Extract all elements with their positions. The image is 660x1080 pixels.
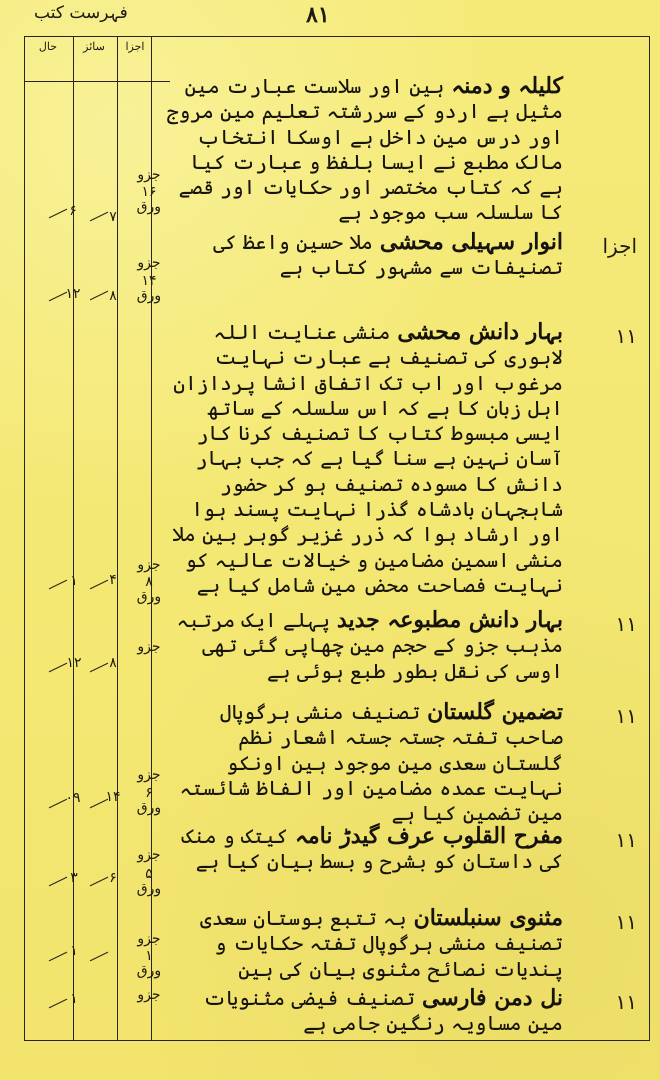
catalog-entry [163,824,563,875]
entry-condition: ۳ [70,870,78,886]
entry-parts-label: جزو [137,987,161,1003]
entry-parts: ۵ ورق [136,866,162,897]
entry-body: بہ تتبع بوستان سعدی تصنیف منشی ہرگوپال تفتہ حکایات و پندیات نصائح مثنوی بیان کی ہین [199,906,563,981]
row-marker: ۱۱ [615,612,637,636]
entry-size: ۷ [109,209,117,225]
entry-parts-label: جزو [137,255,161,271]
entry-body: پہلے ایک مرتبہ مذہب جزو کے حجم مین چھاپی گئی تھی اوسی کی نقل بطور طبع ہوئی ہے [176,608,563,683]
entry-title: مثنوی سنبلستان [413,905,563,931]
catalog-entry [163,230,563,281]
entry-parts: ۱ ورق [136,948,162,979]
catalog-entry [163,74,563,226]
entry-parts-label: جزو [137,557,161,573]
entry-size: ۴ [109,572,117,588]
entry-parts: ۱۴ ورق [136,273,162,304]
entry-title: کلیلہ و دمنہ [451,73,563,99]
entry-parts-label: جزو [137,767,161,783]
entry-condition: ۶ [69,203,77,219]
row-marker: ۱۱ [615,828,637,852]
entry-title: نل دمن فارسی [421,985,563,1011]
entry-body: تصنیف فیضی مثنویات مین مساویہ رنگین جامی ہے [203,986,563,1036]
entry-condition: ۱۲ [65,286,81,302]
entry-title: بہار دانش محشی [397,319,563,345]
entry-body: تصنیف منشی ہرگوپال صاحب تفتہ جستہ جستہ اشعار نظم گلستان سعدی مین موجود ہین اونکو نہایت عمدہ مضامین اور الفاظ شائستہ مین تضمین کیا ہے [179,700,563,826]
row-marker: ۱۱ [615,704,637,728]
ledger-header-row [25,37,170,81]
row-marker: ۱۱ [615,324,637,348]
entry-condition: ۱ [70,943,78,959]
catalog-entry [163,320,563,598]
entry-parts: جزو [137,639,161,655]
entry-condition: ۰۹ [65,790,81,806]
row-marker: ۱۱ [615,910,637,934]
entry-size: ۶ [109,870,117,886]
entry-parts-label: جزو [137,167,161,183]
column-header-parts: اجزا [125,40,145,53]
entry-parts-label: جزو [137,931,161,947]
catalog-header-label: فہرست کتب [34,3,128,23]
column-header-size: سائز [83,40,105,53]
column-divider-2 [117,37,118,1040]
entry-size: ۸ [109,288,117,304]
entry-title: انوار سہیلی محشی [379,229,563,255]
column-divider-1 [73,37,74,1040]
catalog-entry [163,986,563,1037]
page-number: ۸۱ [306,2,330,28]
entry-body: ہین اور سلاست عبارت مین مثیل ہے اردو کے سررشتہ تعلیم مین مروج اور درس مین داخل ہے اوسکا انتخاب مالک مطبع نے ایسا بلفظ و عبارت کیا ہے کہ کتاب مختصر اور حکایات اور قصے کا سلسلہ سب موجود ہے [166,74,563,225]
entry-parts-label: جزو [137,847,161,863]
entry-body: منشی عنایت اللہ لاہوری کی تصنیف ہے عبارت نہایت مرغوب اور اب تک اتفاق انشا پردازان اہل زبان کا ہے کہ اس سلسلہ کے ساتھ ایسی مبسوط کتاب کا تصنیف کرنا کار آسان نہین ہے سنا گیا ہے کہ جب بہار دانش کا مسودہ تصنیف ہو کر حضور شاہجہان بادشاہ گذرا نہایت پسند ہوا اور ارشاد ہوا کہ ذرر غزیر گوہر بین ملا منشی اسمین مضامین و خیالات عالیہ کو نہایت فصاحت محض مین شامل کیا ہے [172,320,563,597]
entry-title: بہار دانش مطبوعہ جدید [336,607,563,633]
entry-body: کیتک و منک کی داستان کو بشرح و بسط بیان کیا ہے [181,824,563,874]
row-marker: ۱۱ [615,990,637,1014]
entry-parts: ۱۶ ورق [136,184,161,215]
entry-title: تضمین گلستان [427,699,563,725]
entry-condition: ۱ [70,991,78,1007]
entry-body: ملا حسین واعظ کی تصنیفات سے مشہور کتاب ہے [213,230,563,280]
catalog-entry [163,700,563,826]
entry-parts: ۸ ورق [136,574,162,605]
catalog-entry [163,608,563,684]
row-marker: اجزا [602,234,637,258]
entry-title: مفرح القلوب عرف گیدڑ نامہ [294,823,563,849]
entry-condition: ۱ [70,573,78,589]
entry-size: ۱۴ [105,789,121,805]
header-separator [25,81,170,82]
entry-condition: ۱۲ [66,655,82,671]
entry-parts: ۶ ورق [136,785,162,816]
entry-size: ۸ [109,655,117,671]
column-header-condition: حال [38,40,58,53]
catalog-entry [163,906,563,982]
